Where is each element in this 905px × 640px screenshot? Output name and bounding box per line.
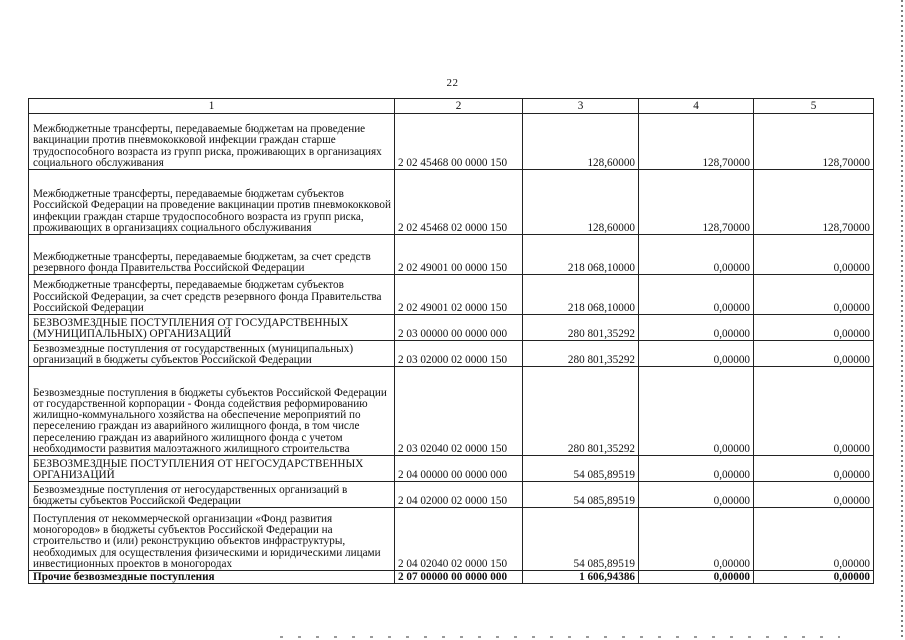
table-row: [29, 508, 874, 571]
row-name: Безвозмездные поступления от государственных (муниципальных) организаций в бюджеты субъектов Российской Федерации: [29, 341, 395, 367]
row-value-col3: 280 801,35292: [523, 315, 639, 341]
row-budget-code: 2 02 49001 00 0000 150: [395, 235, 523, 275]
row-budget-code: 2 02 49001 02 0000 150: [395, 275, 523, 315]
row-value-col4: 0,00000: [639, 571, 754, 584]
column-header-4: 4: [639, 99, 754, 114]
table-header: [29, 99, 874, 114]
row-name: Межбюджетные трансферты, передаваемые бюджетам субъектов Российской Федерации, за счет средств резервного фонда Правительства Российской Федерации: [29, 275, 395, 315]
row-name: БЕЗВОЗМЕЗДНЫЕ ПОСТУПЛЕНИЯ ОТ ГОСУДАРСТВЕННЫХ (МУНИЦИПАЛЬНЫХ) ОРГАНИЗАЦИЙ: [29, 315, 395, 341]
scan-edge-right: [901, 0, 903, 640]
row-budget-code: 2 03 02000 02 0000 150: [395, 341, 523, 367]
row-value-col5: 0,00000: [754, 367, 874, 456]
row-value-col5: 128,70000: [754, 114, 874, 170]
row-value-col5: 0,00000: [754, 275, 874, 315]
budget-revenue-table: [28, 98, 874, 584]
row-value-col4: 0,00000: [639, 508, 754, 571]
table-row: [29, 482, 874, 508]
row-value-col3: 1 606,94386: [523, 571, 639, 584]
scan-edge-bottom: [280, 636, 840, 638]
row-value-col5: 0,00000: [754, 571, 874, 584]
row-name: Межбюджетные трансферты, передаваемые бюджетам субъектов Российской Федерации на проведение вакцинации против пневмококковой инфекции граждан старше трудоспособного возраста из групп риска, проживающих в организациях социального обслуживания: [29, 170, 395, 235]
row-name: Межбюджетные трансферты, передаваемые бюджетам на проведение вакцинации против пневмококковой инфекции граждан старше трудоспособного возраста из групп риска, проживающих в организациях социального обслуживания: [29, 114, 395, 170]
row-name: Безвозмездные поступления в бюджеты субъектов Российской Федерации от государственной корпорации - Фонда содействия реформированию жилищно-коммунального хозяйства на обеспечение мероприятий по переселению граждан из аварийного жилищного фонда, в том числе переселению граждан из аварийного жилищного фонда с учетом необходимости развития малоэтажного жилищного строительства: [29, 367, 395, 456]
row-budget-code: 2 04 02040 02 0000 150: [395, 508, 523, 571]
row-value-col5: 0,00000: [754, 456, 874, 482]
row-value-col4: 0,00000: [639, 315, 754, 341]
row-value-col3: 280 801,35292: [523, 341, 639, 367]
table-row: [29, 275, 874, 315]
table-body: [29, 114, 874, 584]
table-row: [29, 571, 874, 584]
row-value-col4: 0,00000: [639, 235, 754, 275]
row-value-col5: 0,00000: [754, 315, 874, 341]
row-value-col3: 54 085,89519: [523, 456, 639, 482]
row-value-col5: 0,00000: [754, 482, 874, 508]
row-budget-code: 2 04 00000 00 0000 000: [395, 456, 523, 482]
row-name: БЕЗВОЗМЕЗДНЫЕ ПОСТУПЛЕНИЯ ОТ НЕГОСУДАРСТВЕННЫХ ОРГАНИЗАЦИЙ: [29, 456, 395, 482]
row-budget-code: 2 02 45468 00 0000 150: [395, 114, 523, 170]
row-name: Межбюджетные трансферты, передаваемые бюджетам, за счет средств резервного фонда Правительства Российской Федерации: [29, 235, 395, 275]
table-row: [29, 170, 874, 235]
row-value-col3: 128,60000: [523, 114, 639, 170]
table-row: [29, 456, 874, 482]
table-row: [29, 341, 874, 367]
row-value-col3: 54 085,89519: [523, 508, 639, 571]
row-value-col4: 0,00000: [639, 341, 754, 367]
row-value-col3: 54 085,89519: [523, 482, 639, 508]
row-budget-code: 2 04 02000 02 0000 150: [395, 482, 523, 508]
column-header-3: 3: [523, 99, 639, 114]
table-row: [29, 114, 874, 170]
page-number: 22: [446, 77, 459, 89]
row-budget-code: 2 03 00000 00 0000 000: [395, 315, 523, 341]
column-header-5: 5: [754, 99, 874, 114]
table-row: [29, 235, 874, 275]
table-row: [29, 367, 874, 456]
row-budget-code: 2 02 45468 02 0000 150: [395, 170, 523, 235]
column-header-2: 2: [395, 99, 523, 114]
row-value-col3: 218 068,10000: [523, 235, 639, 275]
row-value-col4: 128,70000: [639, 114, 754, 170]
row-budget-code: 2 03 02040 02 0000 150: [395, 367, 523, 456]
row-value-col5: 128,70000: [754, 170, 874, 235]
row-value-col4: 0,00000: [639, 275, 754, 315]
table-row: [29, 315, 874, 341]
column-header-1: 1: [29, 99, 395, 114]
row-budget-code: 2 07 00000 00 0000 000: [395, 571, 523, 584]
row-value-col3: 280 801,35292: [523, 367, 639, 456]
row-value-col5: 0,00000: [754, 508, 874, 571]
row-value-col4: 128,70000: [639, 170, 754, 235]
row-value-col4: 0,00000: [639, 367, 754, 456]
row-value-col4: 0,00000: [639, 482, 754, 508]
row-name: Поступления от некоммерческой организации «Фонд развития моногородов» в бюджеты субъектов Российской Федерации на строительство и (или) реконструкцию объектов инфраструктуры, необходимых для осуществления физическими и юридическими лицами инвестиционных проектов в моногородах: [29, 508, 395, 571]
row-value-col5: 0,00000: [754, 341, 874, 367]
header-row: [29, 99, 874, 114]
row-value-col3: 128,60000: [523, 170, 639, 235]
row-name: Безвозмездные поступления от негосударственных организаций в бюджеты субъектов Российской Федерации: [29, 482, 395, 508]
row-value-col5: 0,00000: [754, 235, 874, 275]
row-value-col3: 218 068,10000: [523, 275, 639, 315]
row-value-col4: 0,00000: [639, 456, 754, 482]
row-name: Прочие безвозмездные поступления: [29, 571, 395, 584]
